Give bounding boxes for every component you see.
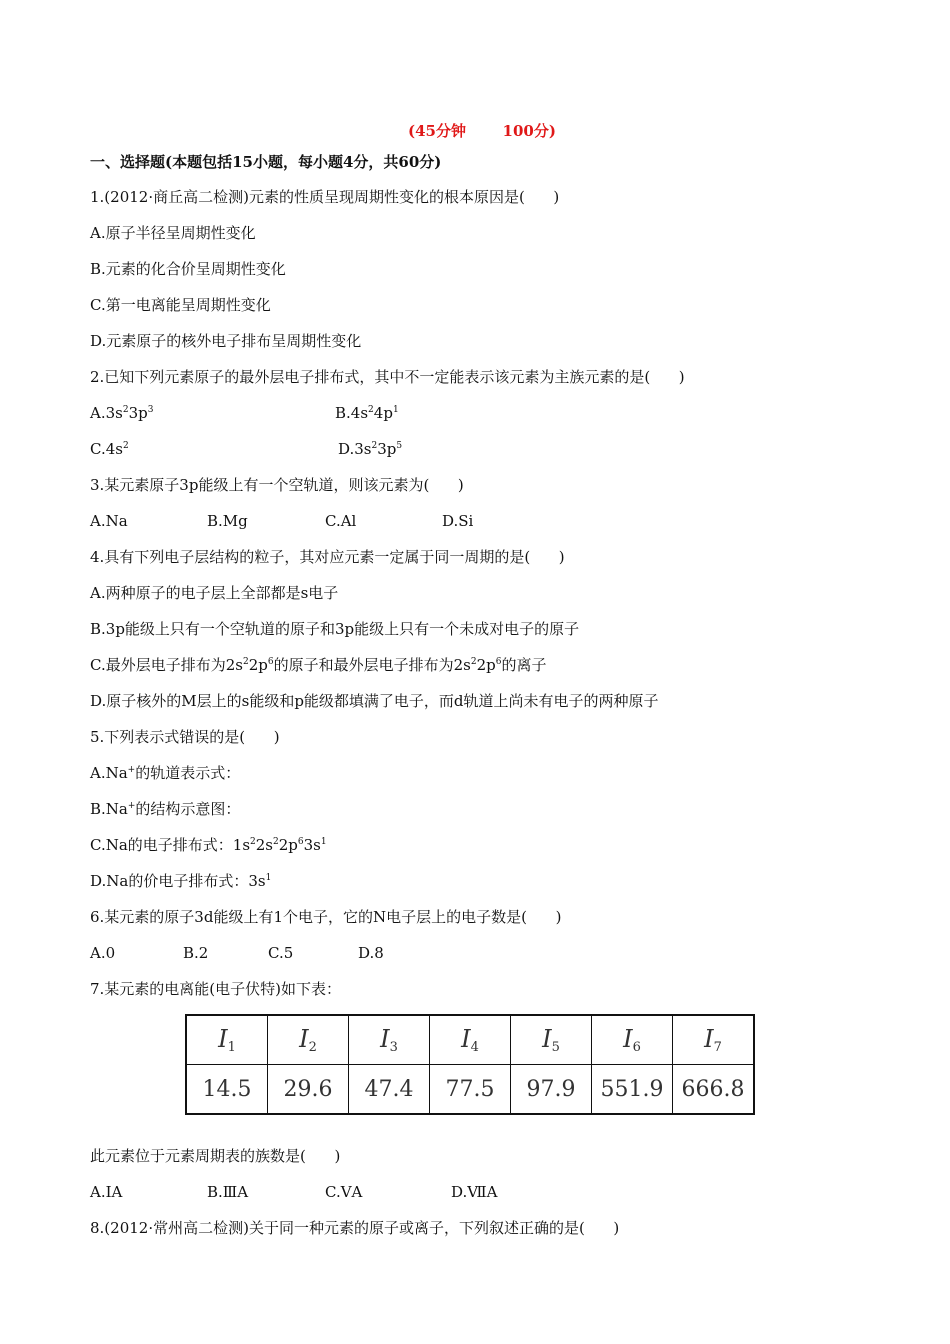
q7-option-b: B.ⅢA xyxy=(207,1183,249,1201)
q8-stem: 8.(2012·常州高二检测)关于同一种元素的原子或离子，下列叙述正确的是( ) xyxy=(90,1219,620,1237)
q6-option-b: B.2 xyxy=(183,944,209,962)
table-header-cell: $I_6$ xyxy=(592,1015,673,1065)
table-cell: 666.8 xyxy=(673,1065,755,1115)
q3-stem: 3.某元素原子3p能级上有一个空轨道，则该元素为( ) xyxy=(90,476,464,494)
q5-option-a: A.Na+的轨道表示式： xyxy=(90,764,241,782)
table-row xyxy=(186,1065,754,1115)
q5-option-b: B.Na+的结构示意图： xyxy=(90,800,241,818)
q2-option-d: $D.3s^23p^5$ xyxy=(338,440,403,458)
q3-option-c: C.Al xyxy=(325,512,357,530)
q3-option-d: D.Si xyxy=(442,512,474,530)
q3-option-a: A.Na xyxy=(90,512,128,530)
q1-option-d: D.元素原子的核外电子排布呈周期性变化 xyxy=(90,332,362,350)
q1-stem: 1.(2012·商丘高二检测)元素的性质呈现周期性变化的根本原因是( ) xyxy=(90,188,560,206)
table-header-cell: $I_4$ xyxy=(430,1015,511,1065)
table-header-row xyxy=(186,1015,754,1065)
q4-option-d: D.原子核外的M层上的s能级和p能级都填满了电子，而d轨道上尚未有电子的两种原子 xyxy=(90,692,659,710)
table-cell: 551.9 xyxy=(592,1065,673,1115)
table-header-cell: $I_5$ xyxy=(511,1015,592,1065)
q6-stem: 6.某元素的原子3d能级上有1个电子，它的N电子层上的电子数是( ) xyxy=(90,908,562,926)
q6-option-c: C.5 xyxy=(268,944,294,962)
table-header-cell: $I_7$ xyxy=(673,1015,755,1065)
table-header-cell: $I_2$ xyxy=(268,1015,349,1065)
table-header-cell: $I_1$ xyxy=(186,1015,268,1065)
table-header-cell: $I_3$ xyxy=(349,1015,430,1065)
section-title: 一、选择题(本题包括15小题，每小题4分，共60分) xyxy=(90,153,442,171)
table-cell: 97.9 xyxy=(511,1065,592,1115)
q7-stem: 7.某元素的电离能(电子伏特)如下表： xyxy=(90,980,342,998)
q2-stem: 2.已知下列元素原子的最外层电子排布式，其中不一定能表示该元素为主族元素的是( ) xyxy=(90,368,685,386)
q6-option-a: A.0 xyxy=(90,944,116,962)
q3-option-b: B.Mg xyxy=(207,512,248,530)
q7-option-a: A.ⅠA xyxy=(90,1183,123,1201)
q7-option-d: D.ⅦA xyxy=(451,1183,498,1201)
ionization-energy-table xyxy=(185,1014,755,1115)
q1-option-a: A.原子半径呈周期性变化 xyxy=(90,224,256,242)
q1-option-b: B.元素的化合价呈周期性变化 xyxy=(90,260,286,278)
exam-header: (45分钟 100分) xyxy=(408,122,556,140)
table-cell: 14.5 xyxy=(186,1065,268,1115)
q4-stem: 4.具有下列电子层结构的粒子，其对应元素一定属于同一周期的是( ) xyxy=(90,548,565,566)
q5-option-c: C.Na的电子排布式：$1s^22s^22p^63s^1$ xyxy=(90,836,327,854)
q4-option-a: A.两种原子的电子层上全部都是s电子 xyxy=(90,584,339,602)
table-cell: 77.5 xyxy=(430,1065,511,1115)
q6-option-d: D.8 xyxy=(358,944,384,962)
table-cell: 29.6 xyxy=(268,1065,349,1115)
q4-option-b: B.3p能级上只有一个空轨道的原子和3p能级上只有一个未成对电子的原子 xyxy=(90,620,580,638)
q5-stem: 5.下列表示式错误的是( ) xyxy=(90,728,280,746)
q5-option-d: D.Na的价电子排布式：$3s^1$ xyxy=(90,872,272,890)
q7-question: 此元素位于元素周期表的族数是( ) xyxy=(90,1147,341,1165)
q2-option-c: $C.4s^2$ xyxy=(90,440,129,458)
q2-option-a: $A.3s^23p^3$ xyxy=(90,404,154,422)
q1-option-c: C.第一电离能呈周期性变化 xyxy=(90,296,271,314)
q2-option-b: $B.4s^24p^1$ xyxy=(335,404,399,422)
q4-option-c: C.最外层电子排布为$2s^22p^6$的原子和最外层电子排布为$2s^22p^6$的离子 xyxy=(90,656,547,674)
q7-option-c: C.ⅤA xyxy=(325,1183,363,1201)
table-cell: 47.4 xyxy=(349,1065,430,1115)
